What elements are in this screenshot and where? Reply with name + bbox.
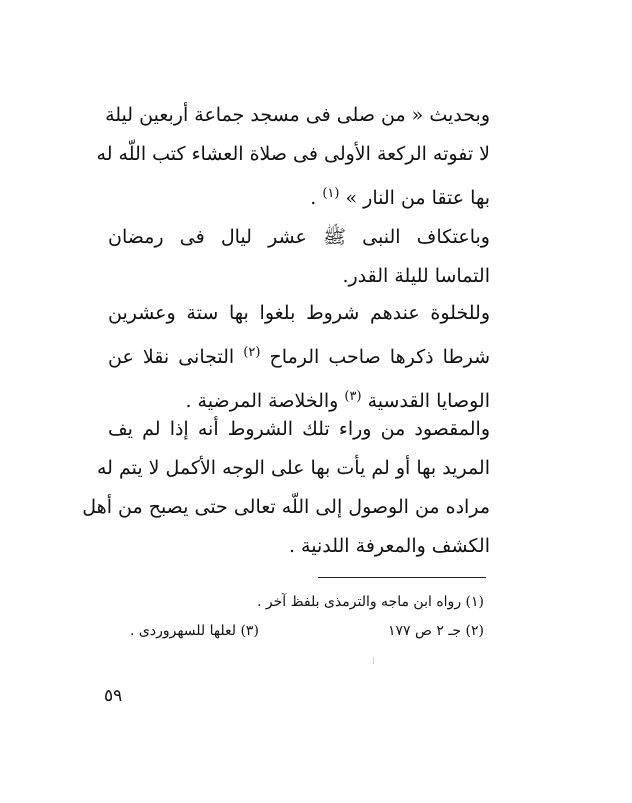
footnote-2: (٢) جـ ٢ ص ١٧٧ xyxy=(387,623,484,639)
text-line xyxy=(108,333,490,377)
footnote-row xyxy=(130,617,484,646)
footnote-3: (٣) لعلها للسهروردى . xyxy=(130,623,259,639)
paragraph-2 xyxy=(108,218,490,296)
text-fragment: والخلاصة المرضية . xyxy=(185,390,339,412)
footnote-1: (١) رواه ابن ماجه والترمذى بلفظ آخر . xyxy=(256,594,484,610)
text-fragment: . xyxy=(310,187,317,209)
text-fragment: بها عتقا من النار » xyxy=(345,187,490,209)
footnotes xyxy=(130,588,484,646)
text-line: وللخلوة عندهم شروط بلغوا بها ستة وعشرين xyxy=(108,302,490,324)
paragraph-1 xyxy=(96,96,490,218)
paragraph-3 xyxy=(108,294,490,421)
text-line: مراده من الوصول إلى اللّه تعالى حتى يصبح من أهل xyxy=(82,496,490,518)
text-fragment: التجانى نقلا عن xyxy=(108,346,235,368)
main-text xyxy=(108,218,490,296)
text-fragment: الوصايا القدسية xyxy=(367,390,490,412)
scan-speck xyxy=(373,657,378,664)
footnote-divider xyxy=(318,577,486,578)
text-line: وبحديث « من صلى فى مسجد جماعة أربعين ليلة xyxy=(105,104,490,126)
text-line: التماسا لليلة القدر. xyxy=(342,265,490,287)
footnote-ref-1: (١) xyxy=(322,186,340,201)
text-line: وباعتكاف النبى ﷺ عشر ليال فى رمضان xyxy=(108,226,490,248)
main-text xyxy=(108,294,490,421)
text-line: لا تفوته الركعة الأولى فى صلاة العشاء كتب اللّه له xyxy=(96,143,490,165)
text-line xyxy=(108,174,490,218)
main-text xyxy=(96,96,490,218)
footnote-ref-3: (٣) xyxy=(344,389,362,404)
paragraph-4 xyxy=(82,410,490,566)
footnote-ref-2: (٢) xyxy=(243,345,261,360)
main-text xyxy=(82,410,490,566)
text-line: الكشف والمعرفة اللدنية . xyxy=(288,535,490,557)
text-line: والمقصود من وراء تلك الشروط أنه إذا لم يف xyxy=(108,418,490,440)
text-line: المريد بها أو لم يأت بها على الوجه الأكمل لا يتم له xyxy=(96,457,490,479)
page-number: ٥٩ xyxy=(104,686,123,706)
text-fragment: شرطا ذكرها صاحب الرماح xyxy=(269,346,490,368)
